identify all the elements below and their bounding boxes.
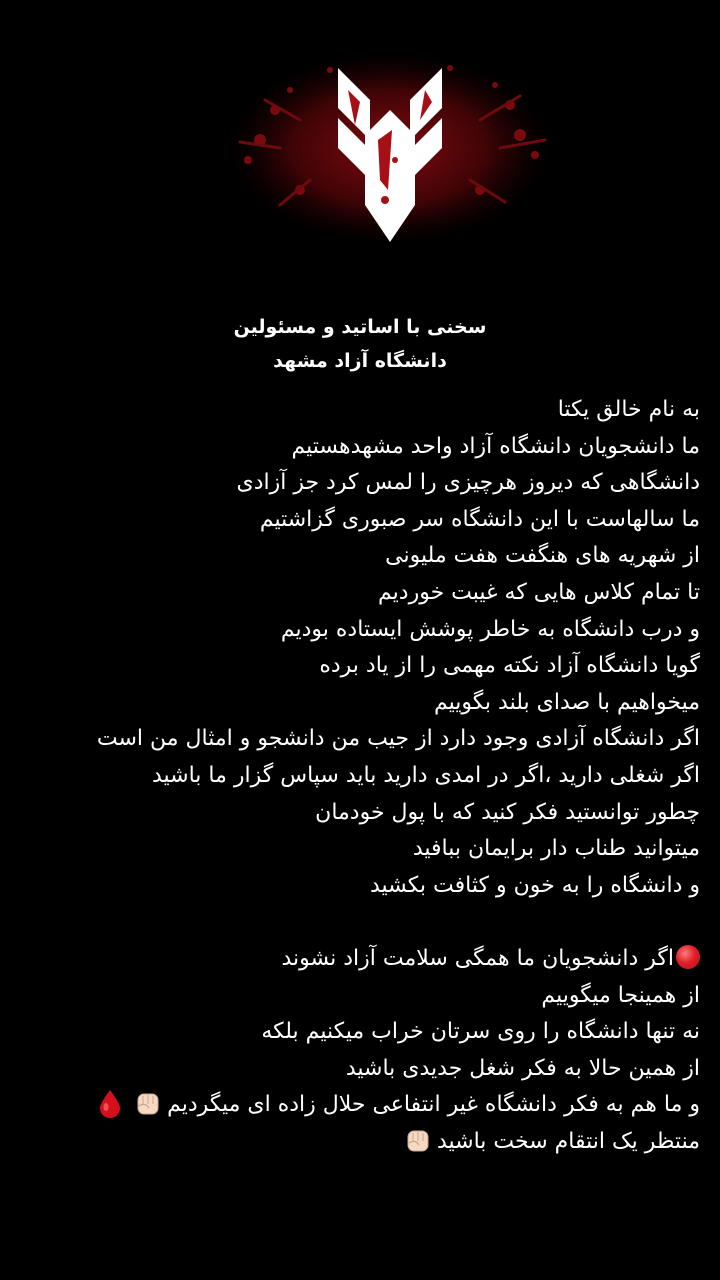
university-logo [220, 30, 560, 280]
poem-line: از شهریه های هنگفت هفت ملیونی [385, 543, 700, 569]
poem-line: از همین حالا به فکر شغل جدیدی باشید [345, 1055, 700, 1081]
poem-line: چطور توانستید فکر کنید که با پول خودمان [315, 799, 700, 825]
poem-line: از همینجا میگوییم [541, 982, 700, 1008]
warning-line [12, 941, 700, 978]
poem-line: و دانشگاه را به خون و کثافت بکشید [369, 872, 700, 898]
last-line [12, 1124, 700, 1161]
blank-line [12, 904, 700, 941]
raised-fist-icon [133, 1088, 163, 1118]
header-line-1: سخنی با اساتید و مسئولین [233, 316, 487, 338]
raised-fist-icon [403, 1125, 433, 1155]
poem-line: و درب دانشگاه به خاطر پوشش ایستاده بودیم [280, 616, 700, 642]
poem-line: نه تنها دانشگاه را روی سرتان خراب میکنیم بلکه [261, 1019, 700, 1045]
poem-line: ما سالهاست با این دانشگاه سر صبوری گزاشتیم [259, 506, 700, 532]
poem-line: میتوانید طناب دار برایمان ببافید [412, 836, 700, 862]
header-line-2: دانشگاه آزاد مشهد [273, 350, 447, 372]
blood-drop-icon [97, 1088, 123, 1118]
poem-line: اگر دانشگاه آزادی وجود دارد از جیب من دانشجو و امثال من است [96, 726, 700, 752]
revenge-line [12, 1087, 700, 1124]
poem-line: ما دانشجویان دانشگاه آزاد واحد مشهدهستیم [291, 433, 700, 459]
bloodied-logo-icon [220, 30, 560, 280]
poem-line: تا تمام کلاس هایی که غیبت خوردیم [378, 579, 700, 605]
poem-line: میخواهیم با صدای بلند بگوییم [434, 689, 700, 715]
last-line-text: منتظر یک انتقام سخت باشید [436, 1128, 700, 1154]
poem-line: گویا دانشگاه آزاد نکته مهمی را از یاد برده [319, 653, 700, 679]
poem-line: به نام خالق یکتا [557, 397, 700, 422]
revenge-line-text: و ما هم به فکر دانشگاه غیر انتفاعی حلال زاده ای میگردیم [167, 1092, 700, 1118]
warning-line-text: اگر دانشجویان ما همگی سلامت آزاد نشوند [281, 945, 674, 971]
poem-line: اگر شغلی دارید ،اگر در امدی دارید باید سپاس گزار ما باشید [151, 762, 700, 788]
poem-line: دانشگاهی که دیروز هرچیزی را لمس کرد جز آزادی [236, 470, 700, 496]
poem-text [12, 392, 700, 1160]
red-circle-icon [676, 945, 700, 969]
